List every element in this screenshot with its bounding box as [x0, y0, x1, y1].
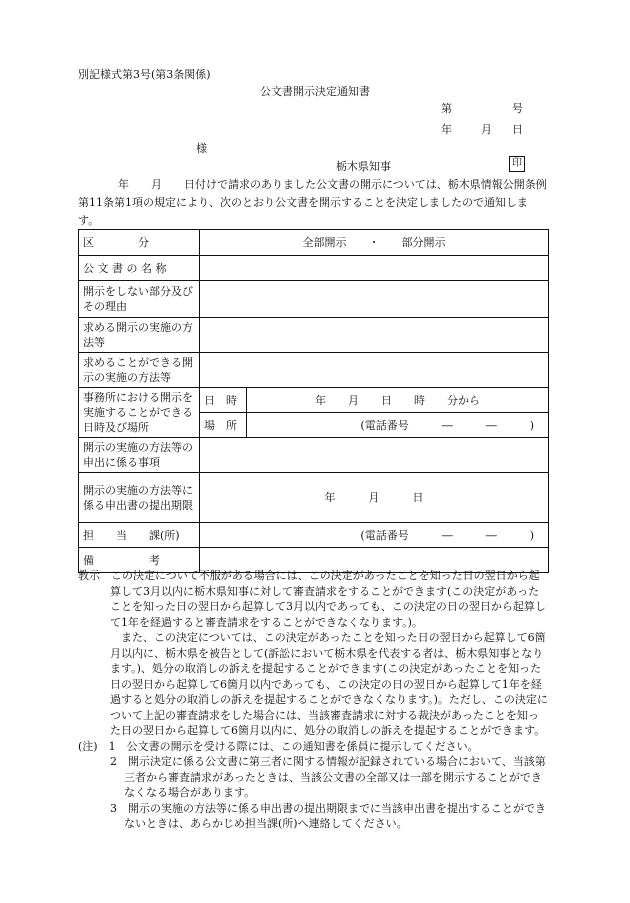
note-2: [78, 754, 548, 801]
section-label: 担 当 課(所): [79, 523, 200, 548]
kyouji-paragraph-2: [78, 630, 548, 739]
note-1-text: 公文書の開示を受ける際には、この通知書を係員に提示してください。: [126, 739, 479, 753]
table-row: [79, 318, 549, 353]
table-row: [79, 281, 549, 318]
decision-table: [78, 229, 549, 573]
section-value: (電話番号 ― ― ): [200, 523, 549, 548]
possible-method-label: 求めることができる開示の実施の方法等: [79, 353, 200, 388]
note-3: [78, 801, 548, 832]
table-row: [79, 438, 549, 473]
note-3-num: 3: [110, 801, 117, 815]
date-day: 日: [512, 123, 523, 136]
recipient-sama: 様: [196, 142, 207, 155]
datetime-value: 年 月 日 時 分から: [247, 388, 549, 413]
kyouji-text-2: また、この決定については、この決定があったことを知った日の翌日から起算して6箇月以内に、栃木県を被告として(訴訟において栃木県を代表する者は、栃木県知事となります。)、処分の取消しの訴えを提起することができます(この決定があったことを知った日の翌日から起算して6箇月以内であっても、この決定の日の翌日から起算して1年を経過すると処分の取消しの訴えを提起することができなくなります。)。ただし、この決定について上記の審査請求をした場合には、当該審査請求に対する裁決があったことを知った日の翌日から起算して6箇月以内に、処分の取消しの訴えを提起することができます。: [110, 631, 548, 737]
kyouji-text-1: この決定について不服がある場合には、この決定があったことを知った日の翌日から起算して3月以内に栃木県知事に対して審査請求をすることができます(この決定があったことを知った日の翌日から起算して3月以内であっても、この決定の日の翌日から起算して1年を経過すると審査請求をすることができなくなります。)。: [110, 569, 546, 629]
category-value: 全部開示 ・ 部分開示: [200, 230, 549, 256]
note-2-num: 2: [110, 755, 117, 768]
datetime-label: 日 時: [200, 388, 247, 413]
table-row: [79, 256, 549, 281]
number-dai: 第: [441, 102, 452, 115]
table-row: [79, 388, 549, 413]
place-value: (電話番号 ― ― ): [247, 413, 549, 438]
nondisclose-label: 開示をしない部分及びその理由: [79, 281, 200, 318]
seal-stamp: 印: [509, 156, 525, 172]
number-go: 号: [512, 102, 523, 115]
issuer-name: 栃木県知事: [336, 160, 391, 173]
note-2-text: 開示決定に係る公文書に第三者に関する情報が記録されている場合において、当該第三者から審査請求があったときは、当該公文書の全部又は一部を開示することができなくなる場合があります。: [124, 755, 546, 799]
chu-label: (注): [78, 739, 98, 753]
request-items-label: 開示の実施の方法等の申出に係る事項: [79, 438, 200, 473]
notes-heading: [78, 739, 548, 755]
request-items-value: [200, 438, 549, 473]
doc-name-label: 公 文 書 の 名 称: [79, 256, 200, 281]
kyouji-label: 教示: [78, 569, 100, 582]
note-1-num: 1: [108, 739, 116, 753]
date-year: 年: [441, 123, 452, 136]
table-row: [79, 353, 549, 388]
table-row: [79, 230, 549, 256]
deadline-value: 年 月 日: [200, 473, 549, 523]
table-row: [79, 523, 549, 548]
doc-name-value: [200, 256, 549, 281]
deadline-label: 開示の実施の方法等に係る申出書の提出期限: [79, 473, 200, 523]
notes-section: [78, 568, 548, 832]
form-label: 別記様式第3号(第3条関係): [78, 68, 211, 81]
intro-text: [78, 176, 548, 230]
note-3-text: 開示の実施の方法等に係る申出書の提出期限までに当該申出書を提出することができないときは、あらかじめ担当課(所)へ連絡してください。: [124, 801, 546, 830]
date-month: 月: [481, 123, 492, 136]
place-label: 場 所: [200, 413, 247, 438]
category-label: 区 分: [79, 230, 200, 256]
method-value: [200, 318, 549, 353]
possible-method-value: [200, 353, 549, 388]
office-label: 事務所における開示を実施することができる日時及び場所: [79, 388, 200, 438]
kyouji-paragraph-1: [78, 568, 548, 630]
remarks-label: 備 考: [79, 548, 200, 573]
method-label: 求める開示の実施の方法等: [79, 318, 200, 353]
table-row: [79, 473, 549, 523]
document-title: 公文書開示決定通知書: [260, 85, 370, 98]
nondisclose-value: [200, 281, 549, 318]
intro-paragraph: 年 月 日付けで請求のありました公文書の開示については、栃木県情報公開条例第11条第1項の規定により、次のとおり公文書を開示することを決定しましたので通知します。: [78, 178, 547, 227]
